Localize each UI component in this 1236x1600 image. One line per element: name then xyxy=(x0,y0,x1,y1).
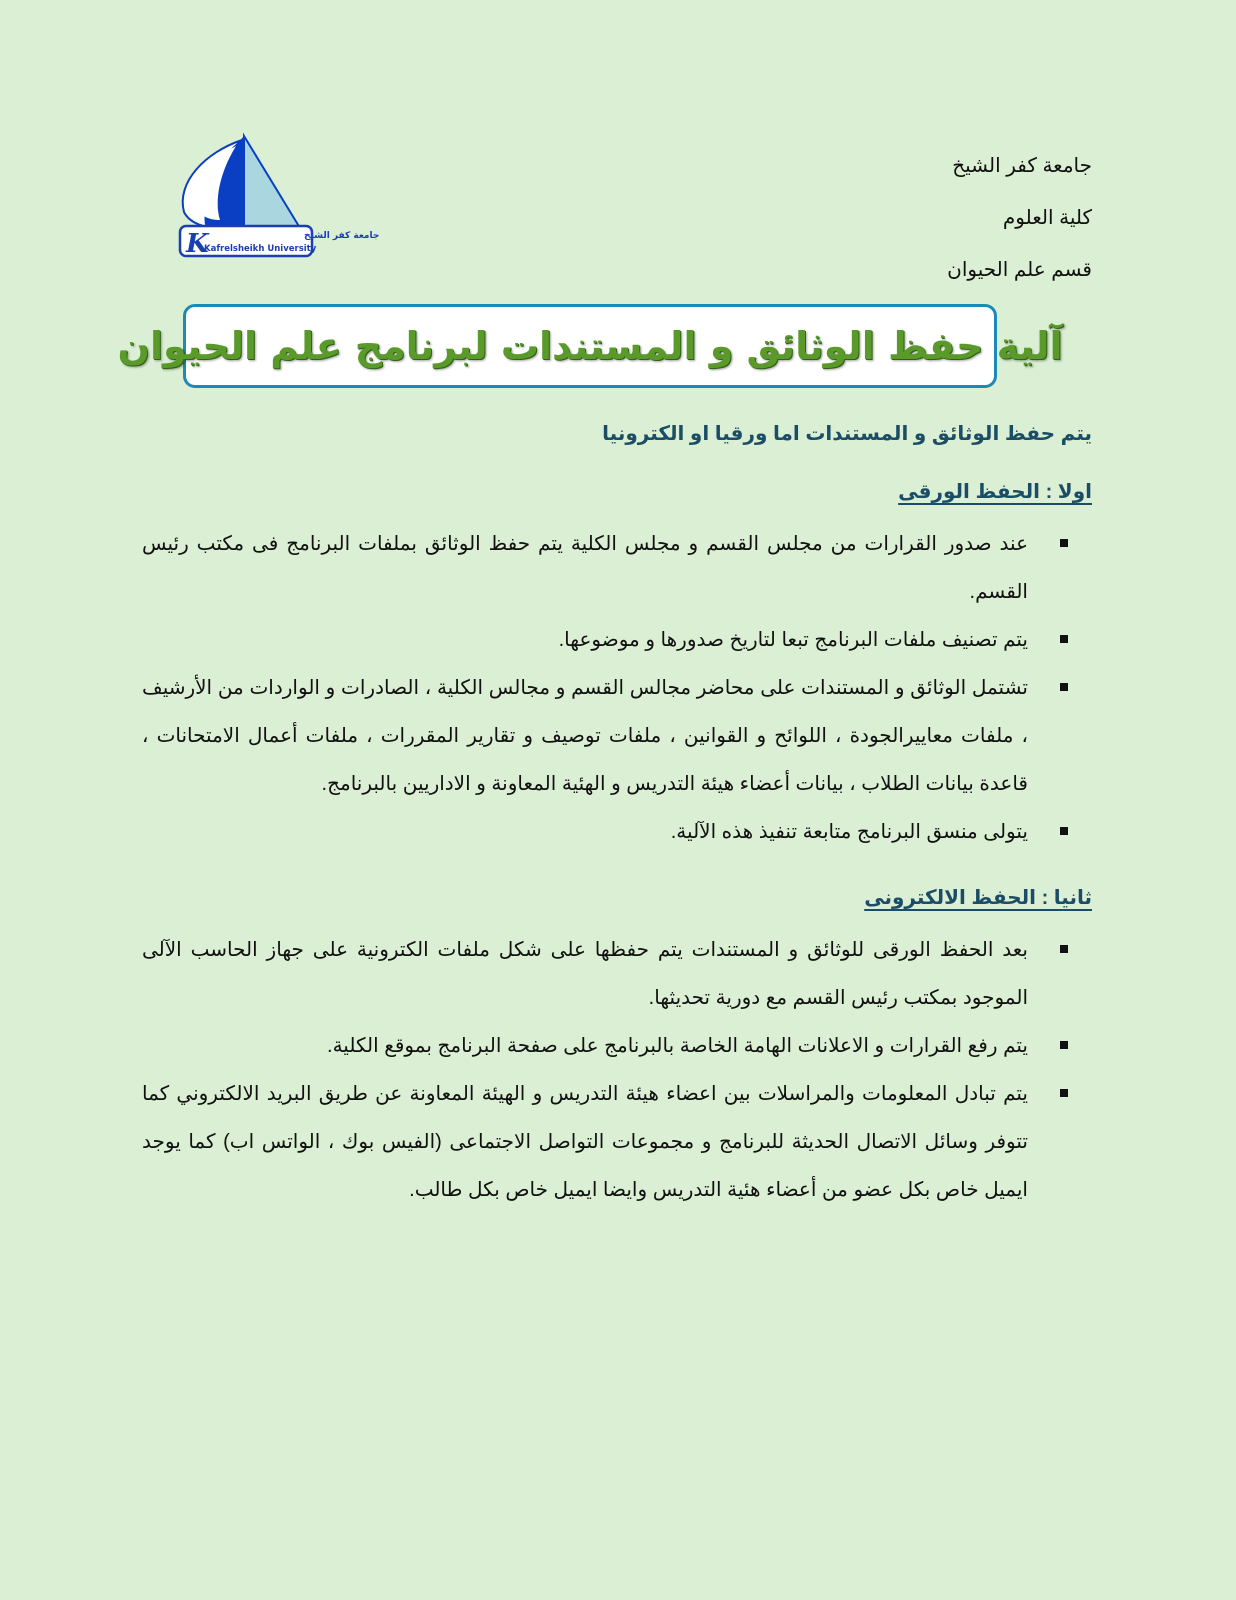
bullet-list xyxy=(142,520,1092,856)
square-bullet-icon xyxy=(1060,827,1068,835)
organization-header xyxy=(947,140,1092,296)
list-item xyxy=(142,520,1092,616)
logo-k-letter: K xyxy=(186,229,209,259)
list-item xyxy=(142,1070,1092,1214)
university-name: جامعة كفر الشيخ xyxy=(952,155,1092,177)
section-heading: ثانيا : الحفظ الالكترونى xyxy=(864,887,1092,909)
list-item-text: بعد الحفظ الورقى للوثائق و المستندات يتم حفظها على شكل ملفات الكترونية على جهاز الحاسب الآلى الموجود بمكتب رئيس القسم مع دورية تحديثها. xyxy=(142,939,1028,1009)
square-bullet-icon xyxy=(1060,1041,1068,1049)
list-item xyxy=(142,808,1092,856)
list-item-text: تشتمل الوثائق و المستندات على محاضر مجالس القسم و مجالس الكلية ، الصادرات و الواردات من الأرشيف ، ملفات معاييرالجودة ، اللوائح و القوانين ، ملفات توصيف و تقارير المقررات ، ملفات أعمال الامتحانات ، قاعدة بيانات الطلاب ، بيانات أعضاء هيئة التدريس و الهئية المعاونة و الاداريين بالبرنامج. xyxy=(142,677,1028,795)
list-item xyxy=(142,616,1092,664)
department-name: قسم علم الحيوان xyxy=(947,259,1092,281)
document-title: آلية حفظ الوثائق و المستندات لبرنامج علم الحيوان xyxy=(117,324,1063,368)
section-paper-archiving xyxy=(142,472,1092,856)
sailboat-logo-icon xyxy=(176,132,380,260)
list-item-text: يتم تبادل المعلومات والمراسلات بين اعضاء هيئة التدريس و الهيئة المعاونة عن طريق البريد الالكتروني كما تتوفر وسائل الاتصال الحديثة للبرنامج و مجموعات التواصل الاجتماعى (الفيس بوك ، الواتس اب) كما يوجد ايميل خاص بكل عضو من أعضاء هئية التدريس وايضا ايميل خاص بكل طالب. xyxy=(142,1083,1028,1201)
light-sail-shape xyxy=(244,136,300,228)
square-bullet-icon xyxy=(1060,683,1068,691)
list-item-text: يتم رفع القرارات و الاعلانات الهامة الخاصة بالبرنامج على صفحة البرنامج بموقع الكلية. xyxy=(327,1035,1028,1057)
list-item xyxy=(142,664,1092,808)
square-bullet-icon xyxy=(1060,635,1068,643)
section-heading: اولا : الحفظ الورقى xyxy=(898,481,1092,503)
title-box xyxy=(117,304,1063,388)
square-bullet-icon xyxy=(1060,1089,1068,1097)
bullet-list xyxy=(142,926,1092,1214)
logo-english-text: Kafrelsheikh University xyxy=(204,244,317,254)
faculty-name: كلية العلوم xyxy=(1002,207,1092,229)
intro-statement: يتم حفظ الوثائق و المستندات اما ورقيا او الكترونيا xyxy=(602,423,1092,445)
university-logo xyxy=(176,132,380,260)
list-item xyxy=(142,1022,1092,1070)
list-item-text: يتولى منسق البرنامج متابعة تنفيذ هذه الآلية. xyxy=(670,821,1028,843)
list-item xyxy=(142,926,1092,1022)
square-bullet-icon xyxy=(1060,945,1068,953)
list-item-text: عند صدور القرارات من مجلس القسم و مجلس الكلية يتم حفظ الوثائق بملفات البرنامج فى مكتب رئيس القسم. xyxy=(142,533,1028,603)
square-bullet-icon xyxy=(1060,539,1068,547)
document-body xyxy=(142,414,1092,1214)
logo-arabic-text: جامعة كفر الشيخ xyxy=(304,231,380,241)
list-item-text: يتم تصنيف ملفات البرنامج تبعا لتاريخ صدورها و موضوعها. xyxy=(558,629,1028,651)
section-electronic-archiving xyxy=(142,878,1092,1214)
